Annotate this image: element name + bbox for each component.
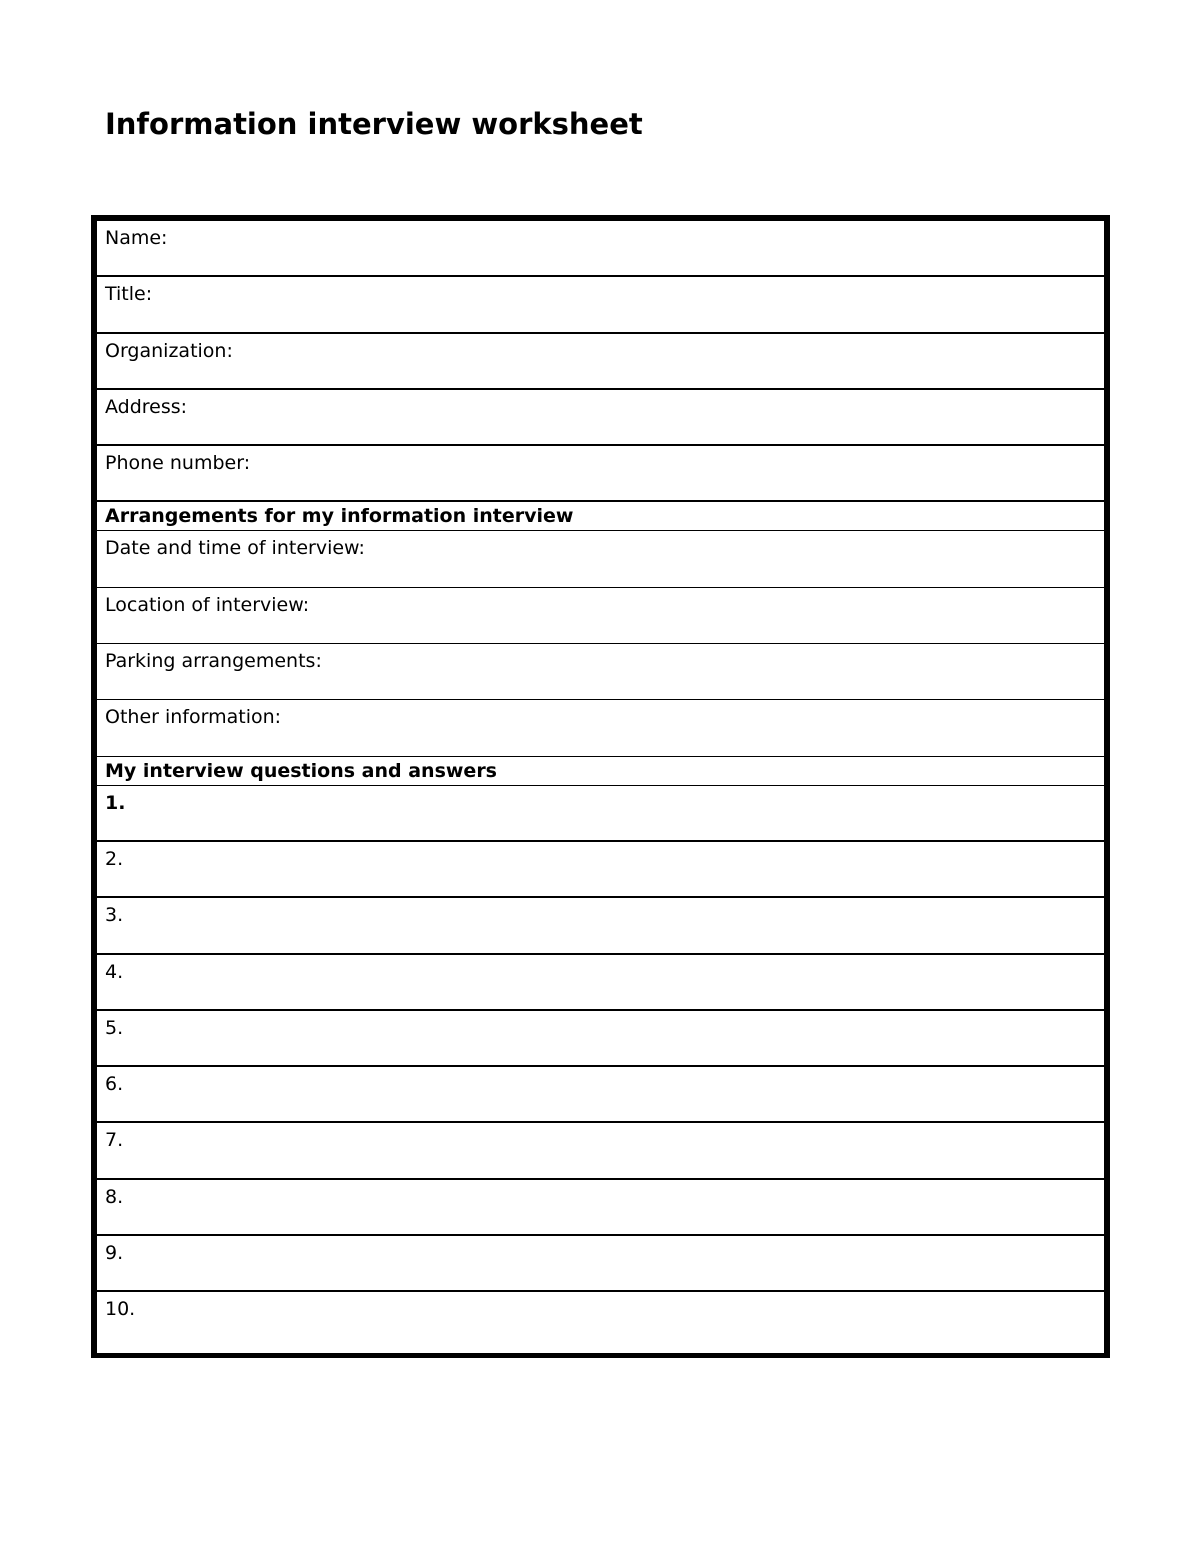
- date-time-field[interactable]: Date and time of interview:: [97, 531, 1104, 587]
- phone-number-field[interactable]: Phone number:: [97, 446, 1104, 502]
- question-3-field[interactable]: 3.: [97, 898, 1104, 954]
- question-6-field[interactable]: 6.: [97, 1067, 1104, 1123]
- questions-heading: My interview questions and answers: [97, 757, 1104, 786]
- location-field[interactable]: Location of interview:: [97, 588, 1104, 644]
- question-8-field[interactable]: 8.: [97, 1180, 1104, 1236]
- organization-field[interactable]: Organization:: [97, 334, 1104, 390]
- question-7-field[interactable]: 7.: [97, 1123, 1104, 1179]
- other-information-field[interactable]: Other information:: [97, 700, 1104, 756]
- page-title: Information interview worksheet: [105, 107, 643, 141]
- question-10-field[interactable]: 10.: [105, 1298, 136, 1321]
- address-field[interactable]: Address:: [97, 390, 1104, 446]
- question-9-field[interactable]: 9.: [97, 1236, 1104, 1292]
- parking-field[interactable]: Parking arrangements:: [97, 644, 1104, 700]
- worksheet-table: [91, 215, 1110, 1358]
- arrangements-heading: Arrangements for my information interview: [97, 502, 1104, 531]
- worksheet-table-inner: [96, 220, 1105, 1353]
- question-4-field[interactable]: 4.: [97, 955, 1104, 1011]
- question-5-field[interactable]: 5.: [97, 1011, 1104, 1067]
- question-2-field[interactable]: 2.: [97, 842, 1104, 898]
- question-1-field[interactable]: 1.: [97, 786, 1104, 842]
- name-field[interactable]: Name:: [97, 221, 1104, 277]
- title-field[interactable]: Title:: [97, 277, 1104, 333]
